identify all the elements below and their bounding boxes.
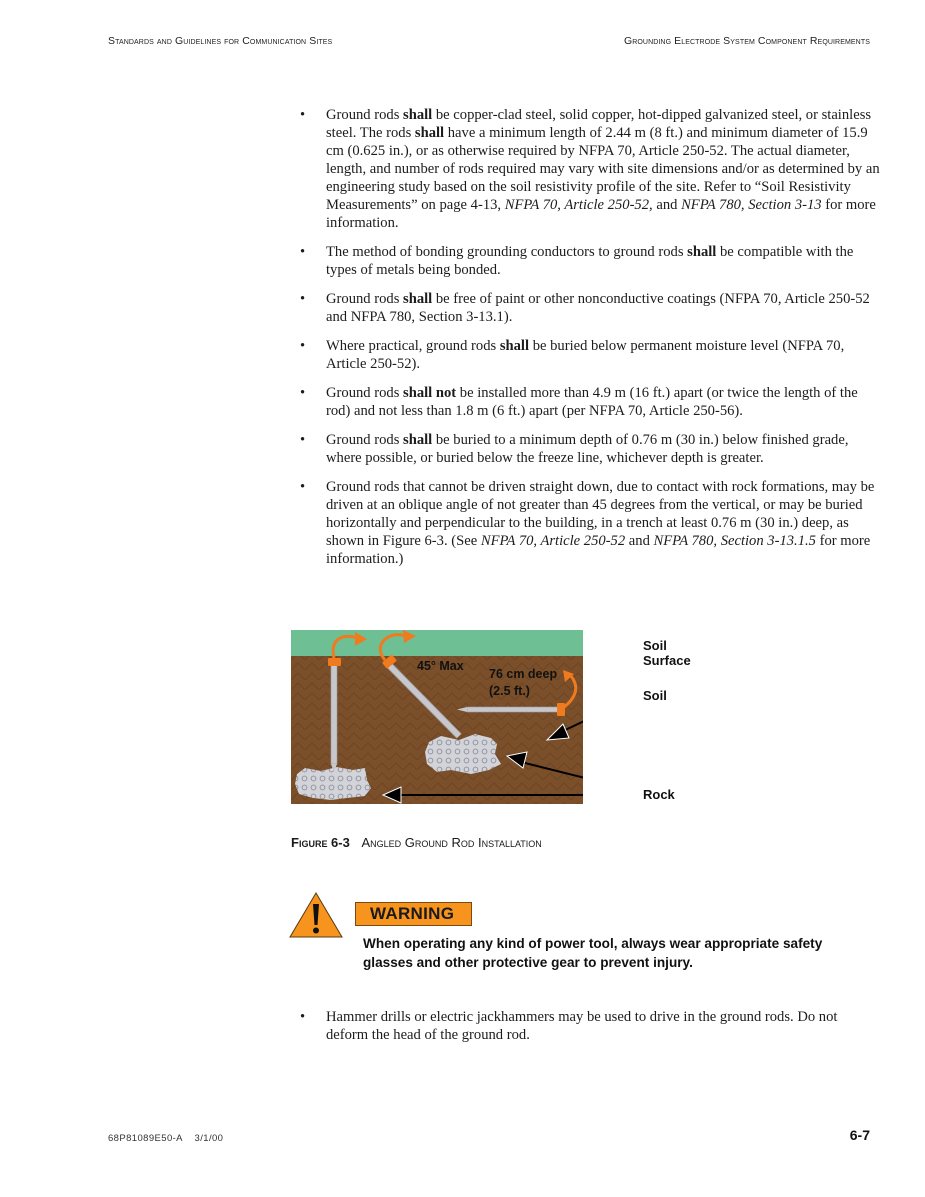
rock-middle	[425, 734, 501, 774]
rock-left	[295, 767, 371, 800]
bullet-text-segment: The method of bonding grounding conductors to ground rods	[326, 244, 688, 260]
bullet-text-segment: NFPA 780, Section 3-13.1.5	[653, 533, 816, 549]
bullet-text-segment: shall	[403, 291, 433, 307]
bullet-text-segment: be buried below permanent moisture level (NFPA 70, Article 250-52).	[326, 338, 845, 372]
warning-badge: WARNING	[355, 902, 472, 926]
bullet-text-segment: be copper-clad steel, solid copper, hot-dipped galvanized steel, or stainless steel. The rods	[326, 107, 872, 141]
bullet-text-segment: Ground rods	[326, 432, 404, 448]
bullet-item	[300, 290, 880, 326]
bullet-text-segment: and	[625, 533, 654, 549]
bullet-text-segment: shall not	[403, 385, 457, 401]
ground-rod-illustration	[291, 630, 583, 804]
requirements-bullet-list	[300, 106, 880, 568]
bullet-text-segment: Ground rods	[326, 107, 404, 123]
warning-text: When operating any kind of power tool, always wear appropriate safety glasses and other protective gear to prevent injury.	[363, 936, 823, 970]
bullet-text-segment: NFPA 70, Article 250-52	[480, 533, 626, 549]
bullet-item	[300, 243, 880, 279]
bullet-text-segment: Ground rods	[326, 385, 404, 401]
document-id: 68P81089E50-A 3/1/00	[108, 1133, 224, 1144]
running-header-right: Grounding Electrode System Component Requirements	[623, 35, 870, 47]
bullet-text-segment: Ground rods that cannot be driven straight down, due to contact with rock formations, may be driven at an oblique angle of not greater than 45 degrees from the vertical, or may be buried horizontally and perpendicular to the building, in a trench at least 0.76 m (30 in.) deep, as shown in Figure 6-3. (See	[326, 479, 875, 549]
bullet-text-segment: shall	[499, 338, 530, 354]
clamp-vertical	[328, 658, 341, 666]
depth-label-line2: (2.5 ft.)	[489, 684, 530, 698]
depth-label-line1: 76 cm deep	[489, 667, 558, 681]
bullet-text-segment: and	[652, 197, 682, 213]
figure-number: Figure 6-3	[291, 835, 350, 850]
bullet-text-segment: Ground rods	[326, 291, 404, 307]
bullet-item	[300, 384, 880, 420]
figure-angled-ground-rod	[291, 630, 691, 804]
vertical-rod	[331, 664, 337, 764]
bullet-text-segment: for more information.)	[326, 533, 871, 567]
tool-bullet-list	[300, 1008, 880, 1044]
bullet-item	[300, 337, 880, 373]
bullet-item	[300, 1008, 880, 1044]
bullet-text-segment: for more information.	[326, 197, 876, 231]
running-header-left: Standards and Guidelines for Communication Sites	[108, 35, 333, 47]
bullet-item	[300, 431, 880, 467]
soil-label: Soil	[643, 688, 667, 703]
bullet-text-segment: shall	[403, 432, 433, 448]
horizontal-rod	[467, 707, 563, 712]
figure-title: Angled Ground Rod Installation	[361, 835, 542, 850]
clamp-horizontal	[557, 703, 565, 716]
rock-label: Rock	[643, 787, 675, 802]
bullet-text-segment: have a minimum length of 2.44 m (8 ft.) and minimum diameter of 15.9 cm (0.625 in.), or as otherwise required by NFPA 70, Article 250-52. The actual diameter, length, and number of rods required may vary with site dimensions and/or as determined by an engineering study based on the soil resistivity profile of the site. Refer to “Soil Resistivity Measurements” on page 4-13,	[326, 125, 880, 213]
bullet-text-segment: NFPA 70, Article 250-52,	[504, 197, 653, 213]
requirements-section	[300, 106, 880, 579]
tool-section	[300, 1008, 880, 1055]
bullet-text-segment: shall	[687, 244, 717, 260]
figure-caption	[291, 835, 542, 850]
bullet-text-segment: be free of paint or other nonconductive coatings (NFPA 70, Article 250-52 and NFPA 780, Section 3-13.1).	[326, 291, 870, 325]
bullet-text-segment: be installed more than 4.9 m (16 ft.) apart (or twice the length of the rod) and not less than 1.8 m (6 ft.) apart (per NFPA 70, Article 250-56).	[326, 385, 858, 419]
bullet-text-segment: Hammer drills or electric jackhammers may be used to drive in the ground rods. Do not deform the head of the ground rod.	[326, 1009, 838, 1043]
bullet-text-segment: be compatible with the types of metals being bonded.	[326, 244, 854, 278]
bullet-text-segment: Where practical, ground rods	[326, 338, 500, 354]
bullet-text-segment: shall	[403, 107, 433, 123]
bullet-text-segment: NFPA 780, Section 3-13	[681, 197, 822, 213]
warning-triangle-icon	[289, 892, 343, 938]
soil-surface-label: Soil Surface	[643, 638, 691, 668]
angle-label: 45° Max	[417, 659, 464, 673]
bullet-item	[300, 106, 880, 232]
bullet-item	[300, 478, 880, 568]
bullet-text-segment: be buried to a minimum depth of 0.76 m (30 in.) below finished grade, where possible, or buried below the freeze line, whichever depth is greater.	[326, 432, 849, 466]
page-number: 6-7	[849, 1127, 870, 1143]
bullet-text-segment: shall	[414, 125, 445, 141]
